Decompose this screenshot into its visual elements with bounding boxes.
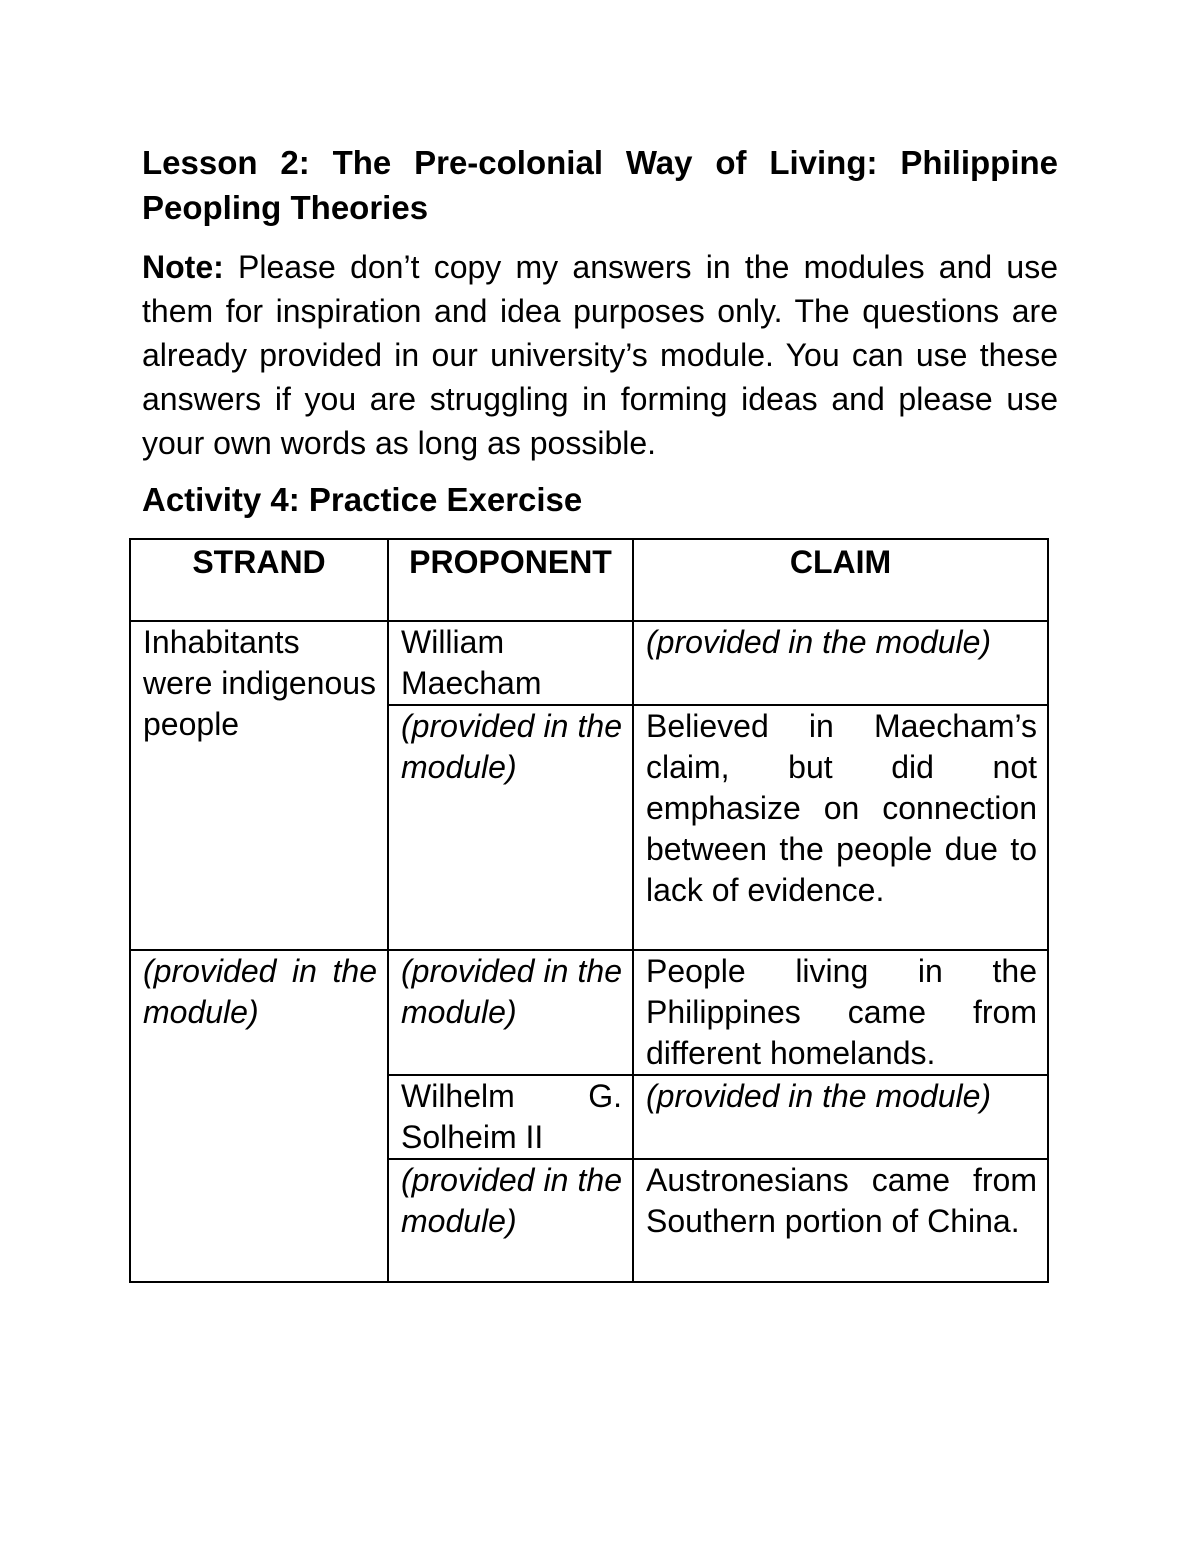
claim-cell: People living in the Philippines came from different homelands. [633, 950, 1048, 1075]
claim-cell: Believed in Maecham’s claim, but did not emphasize on connection between the people due to lack of evidence. [633, 705, 1048, 950]
note-paragraph [142, 245, 1058, 465]
claim-cell: (provided in the module) [633, 1075, 1048, 1159]
proponent-cell: (provided in the module) [388, 950, 633, 1075]
claim-cell: Austronesians came from Southern portion of China. [633, 1159, 1048, 1282]
table-header-row [130, 539, 1048, 621]
table-row [130, 950, 1048, 1075]
proponent-cell: (provided in the module) [388, 1159, 633, 1282]
note-label: Note: [142, 249, 224, 285]
table-row [130, 621, 1048, 705]
header-strand: STRAND [130, 539, 388, 621]
header-claim: CLAIM [633, 539, 1048, 621]
claim-cell: (provided in the module) [633, 621, 1048, 705]
header-proponent: PROPONENT [388, 539, 633, 621]
note-text: Please don’t copy my answers in the modules and use them for inspiration and idea purposes only. The questions are already provided in our university’s module. You can use these answers if you are struggling in forming ideas and please use your own words as long as possible. [142, 249, 1059, 461]
lesson-title: Lesson 2: The Pre-colonial Way of Living: Philippine Peopling Theories [142, 144, 1058, 226]
practice-exercise-table [129, 538, 1049, 1283]
activity-title: Activity 4: Practice Exercise [142, 481, 583, 518]
proponent-cell: Wilhelm G. Solheim II [388, 1075, 633, 1159]
strand-cell: Inhabitants were indigenous people [130, 621, 388, 950]
strand-cell: (provided in the module) [130, 950, 388, 1282]
proponent-cell: William Maecham [388, 621, 633, 705]
proponent-cell: (provided in the module) [388, 705, 633, 950]
